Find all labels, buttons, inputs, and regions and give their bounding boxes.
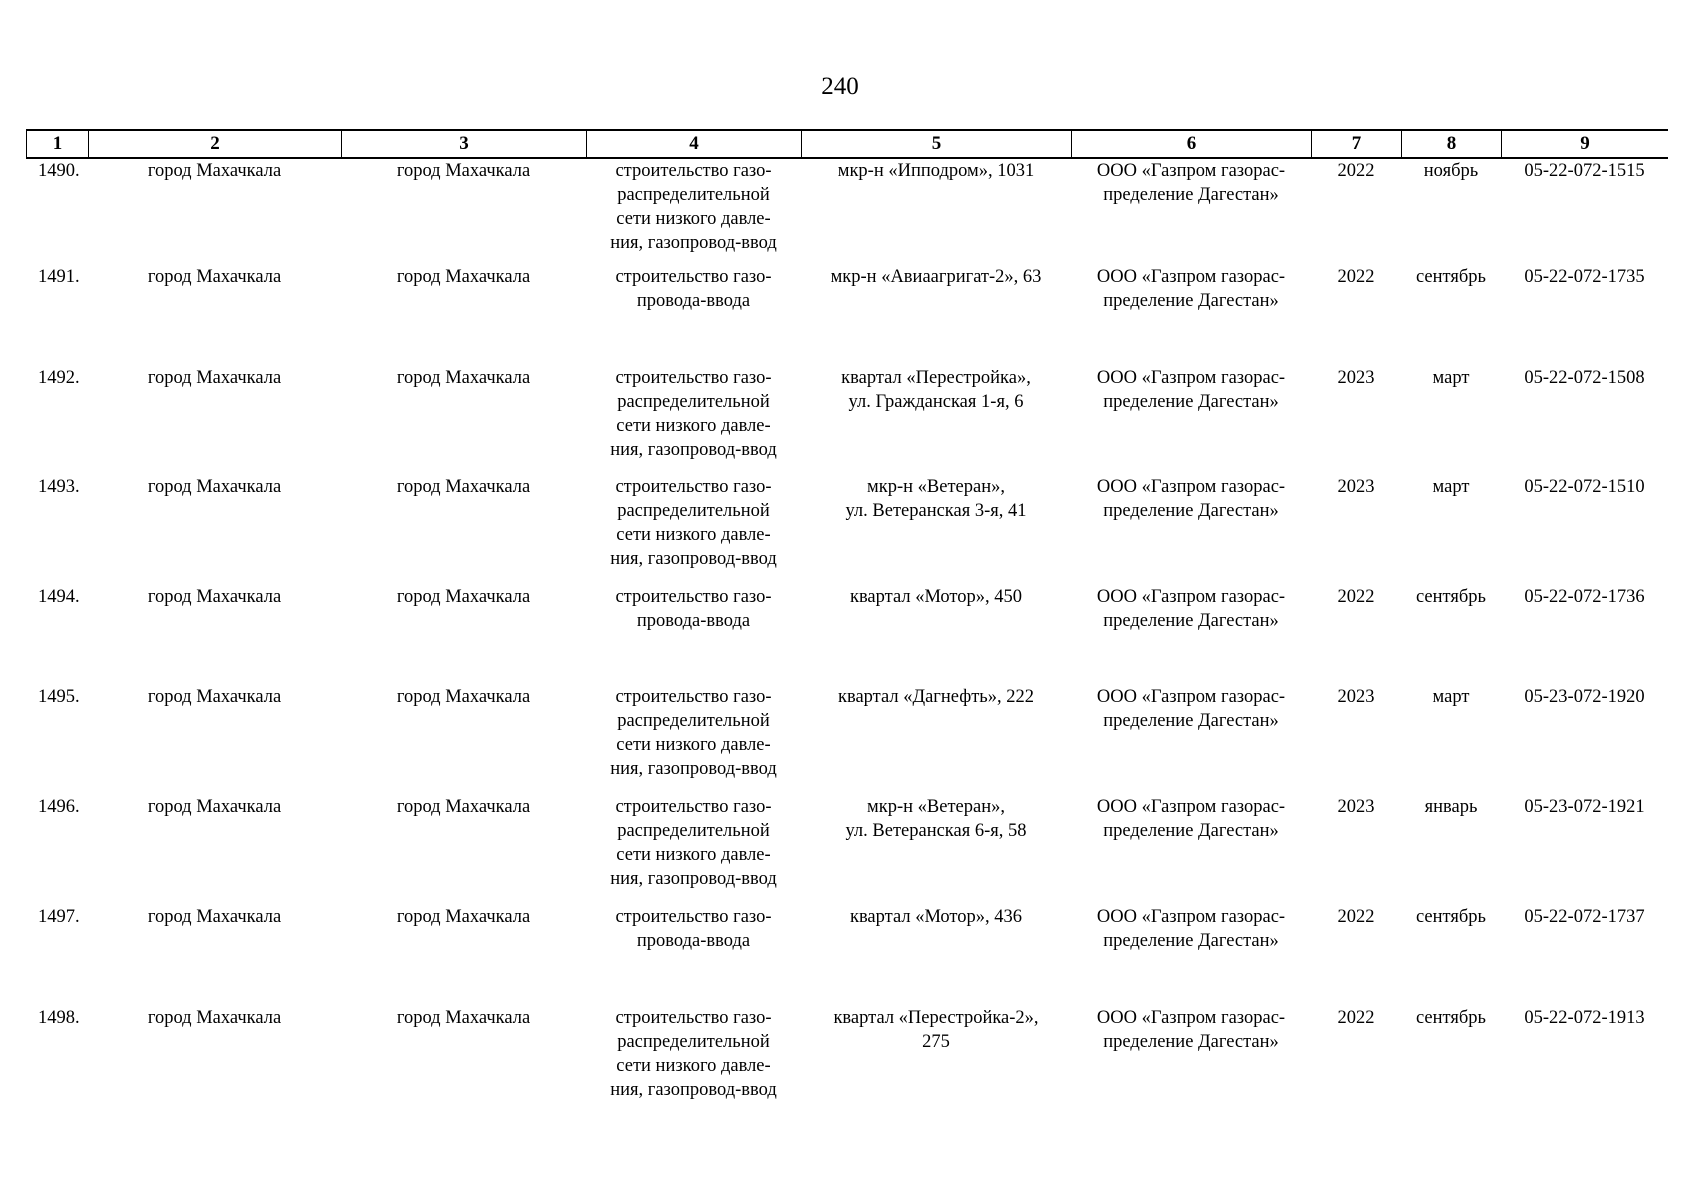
operator-cell: ООО «Газпром газорас- пределение Дагестан» [1096,267,1286,311]
year-cell: 2022 [1337,161,1375,181]
district-cell: город Махачкала [147,1008,282,1028]
settlement-cell: город Махачкала [396,161,531,181]
year-cell: 2022 [1337,267,1375,287]
settlement-cell: город Махачкала [396,267,531,287]
settlement-cell: город Махачкала [396,797,531,817]
work-type-cell: строительство газо- провода-ввода [615,907,772,951]
code-cell: 05-22-072-1515 [1524,161,1645,181]
year-cell: 2022 [1337,907,1375,927]
operator-cell: ООО «Газпром газорас- пределение Дагестан» [1096,161,1286,205]
address-cell: мкр-н «Авиаагригат-2», 63 [830,267,1042,287]
table-header-row [26,129,1668,159]
work-type-cell: строительство газо- провода-ввода [615,587,772,631]
district-cell: город Махачкала [147,797,282,817]
district-cell: город Махачкала [147,907,282,927]
work-type-cell: строительство газо- распределительной сети низкого давле- ния, газопровод-ввод [610,1008,777,1100]
operator-cell: ООО «Газпром газорас- пределение Дагестан» [1096,587,1286,631]
district-cell: город Махачкала [147,161,282,181]
code-cell: 05-22-072-1510 [1524,477,1645,497]
district-cell: город Махачкала [147,368,282,388]
code-cell: 05-23-072-1920 [1524,687,1645,707]
district-cell: город Махачкала [147,267,282,287]
operator-cell: ООО «Газпром газорас- пределение Дагестан» [1096,1008,1286,1052]
code-cell: 05-22-072-1735 [1524,267,1645,287]
month-cell: сентябрь [1416,587,1486,607]
row-number: 1495. [38,687,80,707]
settlement-cell: город Махачкала [396,587,531,607]
row-number: 1494. [38,587,80,607]
year-cell: 2023 [1337,477,1375,497]
row-number: 1492. [38,368,80,388]
settlement-cell: город Махачкала [396,687,531,707]
code-cell: 05-22-072-1913 [1524,1008,1645,1028]
code-cell: 05-22-072-1737 [1524,907,1645,927]
work-type-cell: строительство газо- распределительной сети низкого давле- ния, газопровод-ввод [610,161,777,253]
operator-cell: ООО «Газпром газорас- пределение Дагестан» [1096,797,1286,841]
address-cell: мкр-н «Ветеран», ул. Ветеранская 3-я, 41 [845,477,1027,521]
table-row [26,265,1668,313]
column-header-7: 7 [1311,131,1401,157]
address-cell: мкр-н «Ипподром», 1031 [837,161,1035,181]
address-cell: квартал «Перестройка-2», 275 [833,1008,1039,1052]
address-cell: квартал «Перестройка», ул. Гражданская 1-я, 6 [841,368,1031,412]
operator-cell: ООО «Газпром газорас- пределение Дагестан» [1096,477,1286,521]
address-cell: квартал «Мотор», 436 [849,907,1023,927]
column-header-6: 6 [1071,131,1311,157]
column-header-1: 1 [26,131,88,157]
table-row [26,905,1668,953]
operator-cell: ООО «Газпром газорас- пределение Дагестан» [1096,687,1286,731]
year-cell: 2023 [1337,687,1375,707]
row-number: 1496. [38,797,80,817]
row-number: 1493. [38,477,80,497]
address-cell: квартал «Мотор», 450 [849,587,1023,607]
code-cell: 05-22-072-1508 [1524,368,1645,388]
month-cell: сентябрь [1416,1008,1486,1028]
district-cell: город Махачкала [147,687,282,707]
row-number: 1497. [38,907,80,927]
operator-cell: ООО «Газпром газорас- пределение Дагестан» [1096,368,1286,412]
table-row [26,366,1668,462]
settlement-cell: город Махачкала [396,907,531,927]
year-cell: 2022 [1337,587,1375,607]
district-cell: город Махачкала [147,477,282,497]
row-number: 1498. [38,1008,80,1028]
table-row [26,1006,1668,1102]
month-cell: март [1432,687,1470,707]
year-cell: 2023 [1337,368,1375,388]
table-row [26,685,1668,781]
column-header-8: 8 [1401,131,1501,157]
table-row [26,795,1668,891]
district-cell: город Махачкала [147,587,282,607]
year-cell: 2023 [1337,797,1375,817]
work-type-cell: строительство газо- распределительной сети низкого давле- ния, газопровод-ввод [610,368,777,460]
month-cell: сентябрь [1416,267,1486,287]
address-cell: квартал «Дагнефть», 222 [837,687,1034,707]
work-type-cell: строительство газо- распределительной сети низкого давле- ния, газопровод-ввод [610,797,777,889]
page-number: 240 [821,73,859,100]
work-type-cell: строительство газо- распределительной сети низкого давле- ния, газопровод-ввод [610,687,777,779]
month-cell: ноябрь [1423,161,1479,181]
registry-table [26,129,1668,1100]
column-header-5: 5 [801,131,1071,157]
month-cell: январь [1424,797,1478,817]
row-number: 1491. [38,267,80,287]
month-cell: март [1432,477,1470,497]
work-type-cell: строительство газо- распределительной сети низкого давле- ния, газопровод-ввод [610,477,777,569]
code-cell: 05-22-072-1736 [1524,587,1645,607]
month-cell: сентябрь [1416,907,1486,927]
column-header-2: 2 [88,131,341,157]
row-number: 1490. [38,161,80,181]
column-header-9: 9 [1501,131,1668,157]
settlement-cell: город Махачкала [396,368,531,388]
table-row [26,475,1668,571]
operator-cell: ООО «Газпром газорас- пределение Дагестан» [1096,907,1286,951]
column-header-4: 4 [586,131,801,157]
settlement-cell: город Махачкала [396,1008,531,1028]
address-cell: мкр-н «Ветеран», ул. Ветеранская 6-я, 58 [845,797,1027,841]
column-header-3: 3 [341,131,586,157]
table-row [26,585,1668,633]
work-type-cell: строительство газо- провода-ввода [615,267,772,311]
year-cell: 2022 [1337,1008,1375,1028]
settlement-cell: город Махачкала [396,477,531,497]
table-row [26,159,1668,255]
month-cell: март [1432,368,1470,388]
code-cell: 05-23-072-1921 [1524,797,1645,817]
